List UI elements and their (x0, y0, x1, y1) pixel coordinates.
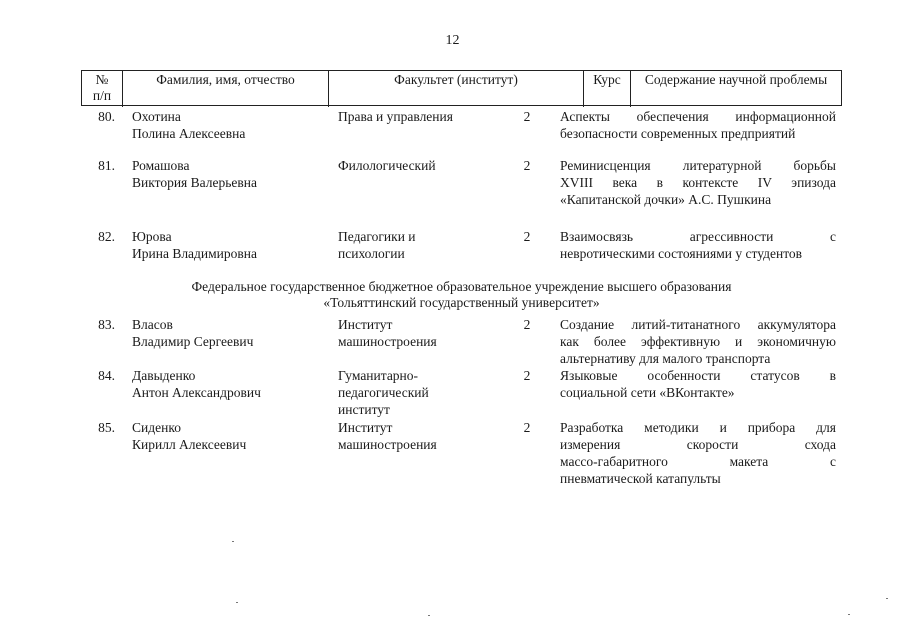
header-faculty: Факультет (институт) (329, 71, 584, 107)
research-topic-line: Создание литий-титанатного аккумулятора (560, 317, 836, 332)
scan-speck (886, 598, 888, 599)
student-name-line: Кирилл Алексеевич (132, 437, 247, 452)
header-num-line2: п/п (92, 88, 112, 103)
scan-speck (236, 602, 238, 603)
faculty-line: педагогический (338, 385, 429, 400)
page-number: 12 (445, 33, 460, 48)
faculty (338, 419, 508, 453)
research-topic-line: как более эффективную и экономичную (560, 334, 836, 349)
faculty (338, 228, 508, 262)
faculty (338, 316, 508, 350)
header-num-line1: № (95, 72, 109, 87)
student-name-line: Антон Александрович (132, 385, 261, 400)
student-name (132, 228, 327, 262)
research-topic-line: Аспекты обеспечения информационной (560, 109, 836, 124)
faculty-line: институт (338, 402, 390, 417)
research-topic-line: Разработка методики и прибора для (560, 420, 836, 435)
student-name-line: Давыденко (132, 368, 196, 383)
research-topic-line: Реминисценция литературной борьбы (560, 158, 836, 173)
student-name (132, 157, 327, 191)
student-name-line: Владимир Сергеевич (132, 334, 254, 349)
student-name-line: Виктория Валерьевна (132, 175, 257, 190)
faculty (338, 367, 508, 418)
research-topic (560, 367, 836, 401)
course: 2 (523, 229, 531, 244)
faculty-line: Гуманитарно- (338, 368, 419, 383)
course: 2 (523, 368, 531, 383)
research-topic-line: XVIII века в контексте IV эпизода (560, 175, 836, 190)
section-heading-line1: Федеральное государственное бюджетное образовательное учреждение высшего образования (191, 279, 732, 294)
row-number: 81. (98, 158, 115, 173)
section-heading-line2: «Тольяттинский государственный университет» (323, 295, 600, 310)
course: 2 (523, 158, 531, 173)
research-topic (560, 316, 836, 367)
course: 2 (523, 109, 531, 124)
research-topic (560, 228, 836, 262)
student-name (132, 316, 327, 350)
research-topic-line: пневматической катапульты (560, 471, 721, 486)
table-header (81, 70, 842, 106)
scan-speck (848, 614, 850, 615)
student-name-line: Охотина (132, 109, 181, 124)
student-name-line: Сиденко (132, 420, 181, 435)
section-heading (81, 279, 842, 311)
student-name-line: Власов (132, 317, 173, 332)
research-topic-line: невротическими состояниями у студентов (560, 246, 803, 261)
course: 2 (523, 317, 531, 332)
header-name: Фамилия, имя, отчество (123, 71, 329, 107)
faculty-line: Педагогики и (338, 229, 416, 244)
row-number: 83. (98, 317, 115, 332)
faculty-line: психологии (338, 246, 405, 261)
research-topic-line: безопасности современных предприятий (560, 126, 796, 141)
research-topic-line: альтернативу для малого транспорта (560, 351, 771, 366)
research-topic-line: измерения скорости схода (560, 437, 836, 452)
research-topic (560, 419, 836, 487)
student-name-line: Ирина Владимировна (132, 246, 258, 261)
faculty (338, 108, 508, 125)
research-topic-line: Взаимосвязь агрессивности с (560, 229, 836, 244)
research-topic-line: «Капитанской дочки» А.С. Пушкина (560, 192, 772, 207)
row-number: 84. (98, 368, 115, 383)
student-name (132, 367, 327, 401)
row-number: 85. (98, 420, 115, 435)
faculty-line: Институт (338, 420, 393, 435)
faculty-line: Права и управления (338, 109, 453, 124)
faculty-line: Филологический (338, 158, 436, 173)
research-topic-line: Языковые особенности статусов в (560, 368, 836, 383)
student-name-line: Юрова (132, 229, 172, 244)
faculty-line: машиностроения (338, 437, 437, 452)
header-num (82, 71, 123, 107)
student-name-line: Полина Алексеевна (132, 126, 246, 141)
faculty-line: Институт (338, 317, 393, 332)
faculty (338, 157, 508, 174)
row-number: 80. (98, 109, 115, 124)
student-name (132, 108, 327, 142)
research-topic-line: массо-габаритного макета с (560, 454, 836, 469)
header-topic: Содержание научной проблемы (644, 72, 828, 87)
student-name (132, 419, 327, 453)
scan-speck (232, 541, 234, 542)
faculty-line: машиностроения (338, 334, 437, 349)
scan-speck (428, 615, 430, 616)
row-number: 82. (98, 229, 115, 244)
research-topic-line: социальной сети «ВКонтакте» (560, 385, 735, 400)
student-name-line: Ромашова (132, 158, 190, 173)
research-topic (560, 157, 836, 208)
course: 2 (523, 420, 531, 435)
research-topic (560, 108, 836, 142)
header-course: Курс (584, 71, 631, 107)
